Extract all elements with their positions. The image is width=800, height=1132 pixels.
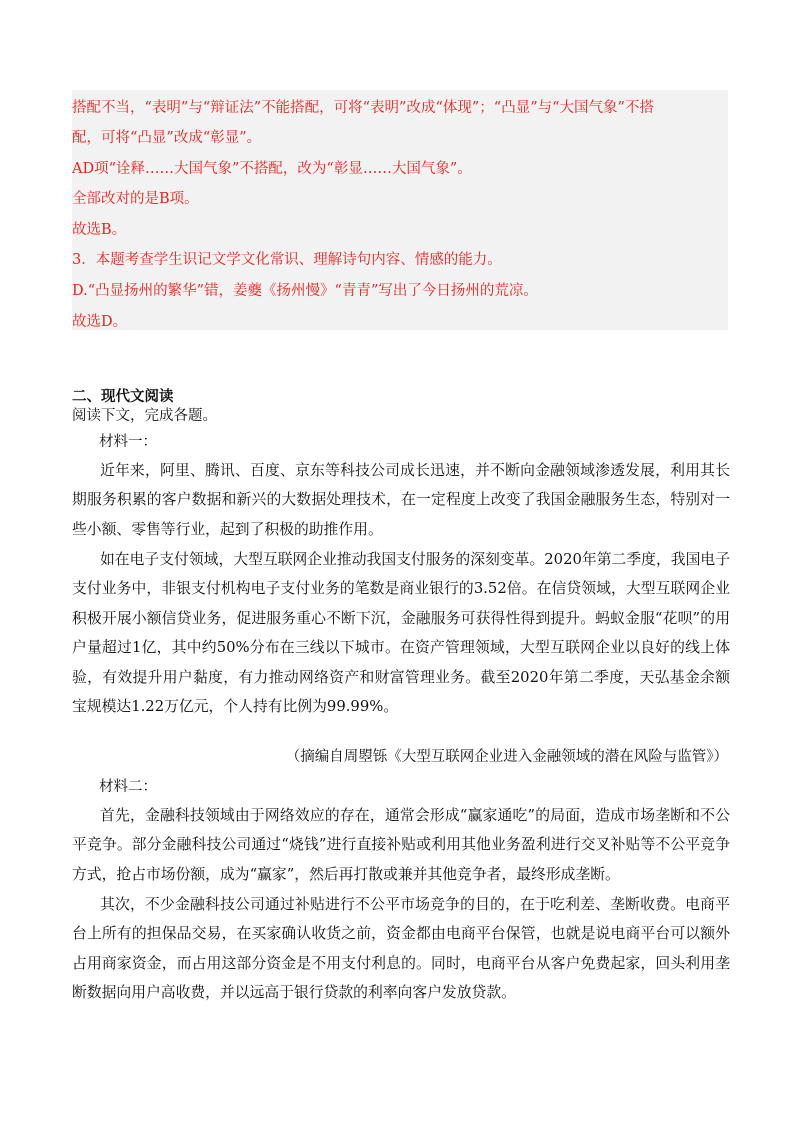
section-heading: 二、现代文阅读 bbox=[72, 389, 174, 405]
section-intro: 阅读下文，完成各题。 bbox=[72, 408, 217, 424]
answer-line-4: 全部改对的是B项。 bbox=[72, 191, 199, 207]
material-1-paragraph-2: 如在电子支付领域，大型互联网企业推动我国支付服务的深刻变革。2020年第二季度，我国电子支付业务中，非银支付机构电子支付业务的笔数是商业银行的3.52倍。在信贷领域，大型互联网企业积极开展小额信贷业务，促进服务重心不断下沉，金融服务可获得性得到提升。蚂蚁金服“花呗”的用户量超过1亿，其中约50%分布在三线以下城市。在资产管理领域，大型互联网企业以良好的线上体验，有效提升用户黏度，有力推动网络资产和财富管理业务。截至2020年第二季度，天弘基金余额宝规模达1.22万亿元，个人持有比例为99.99%。 bbox=[72, 551, 730, 716]
source-citation: （摘编自周曌铄《大型互联网企业进入金融领域的潜在风险与监管》） bbox=[285, 749, 728, 765]
answer-line-2: 配，可将“凸显”改成“彰显”。 bbox=[72, 130, 262, 146]
material-1-label: 材料一： bbox=[99, 434, 157, 450]
answer-line-5: 故选B。 bbox=[72, 222, 127, 238]
answer-line-8: 故选D。 bbox=[72, 314, 128, 330]
material-1-paragraph-1: 近年来，阿里、腾讯、百度、京东等科技公司成长迅速，并不断向金融领域渗透发展，利用其长期服务积累的客户数据和新兴的大数据处理技术，在一定程度上改变了我国金融服务生态，特别对一些小额、零售等行业，起到了积极的助推作用。 bbox=[72, 462, 730, 538]
answer-line-6: 3．本题考查学生识记文学文化常识、理解诗句内容、情感的能力。 bbox=[72, 252, 502, 268]
material-2-label: 材料二： bbox=[99, 779, 157, 795]
material-2-paragraph-2: 其次，不少金融科技公司通过补贴进行不公平市场竞争的目的，在于吃利差、垄断收费。电商平台上所有的担保品交易，在买家确认收货之前，资金都由电商平台保管，也就是说电商平台可以额外占用商家资金，而占用这部分资金是不用支付利息的。同时，电商平台从客户免费起家，回头利用垄断数据向用户高收费，并以远高于银行贷款的利率向客户发放贷款。 bbox=[72, 896, 730, 1002]
answer-line-3: AD项“诠释……大国气象”不搭配，改为“彰显……大国气象”。 bbox=[72, 161, 472, 177]
answer-line-1: 搭配不当，“表明”与“辩证法”不能搭配，可将“表明”改成“体现”；“凸显”与“大国气象”不搭 bbox=[72, 100, 654, 116]
material-2-paragraph-1: 首先，金融科技领域由于网络效应的存在，通常会形成“赢家通吃”的局面，造成市场垄断和不公平竞争。部分金融科技公司通过“烧钱”进行直接补贴或利用其他业务盈利进行交叉补贴等不公平竞争方式，抢占市场份额，成为“赢家”，然后再打散或兼并其他竞争者，最终形成垄断。 bbox=[72, 807, 730, 883]
answer-line-7: D.“凸显扬州的繁华”错，姜夔《扬州慢》“青青”写出了今日扬州的荒凉。 bbox=[72, 283, 538, 299]
